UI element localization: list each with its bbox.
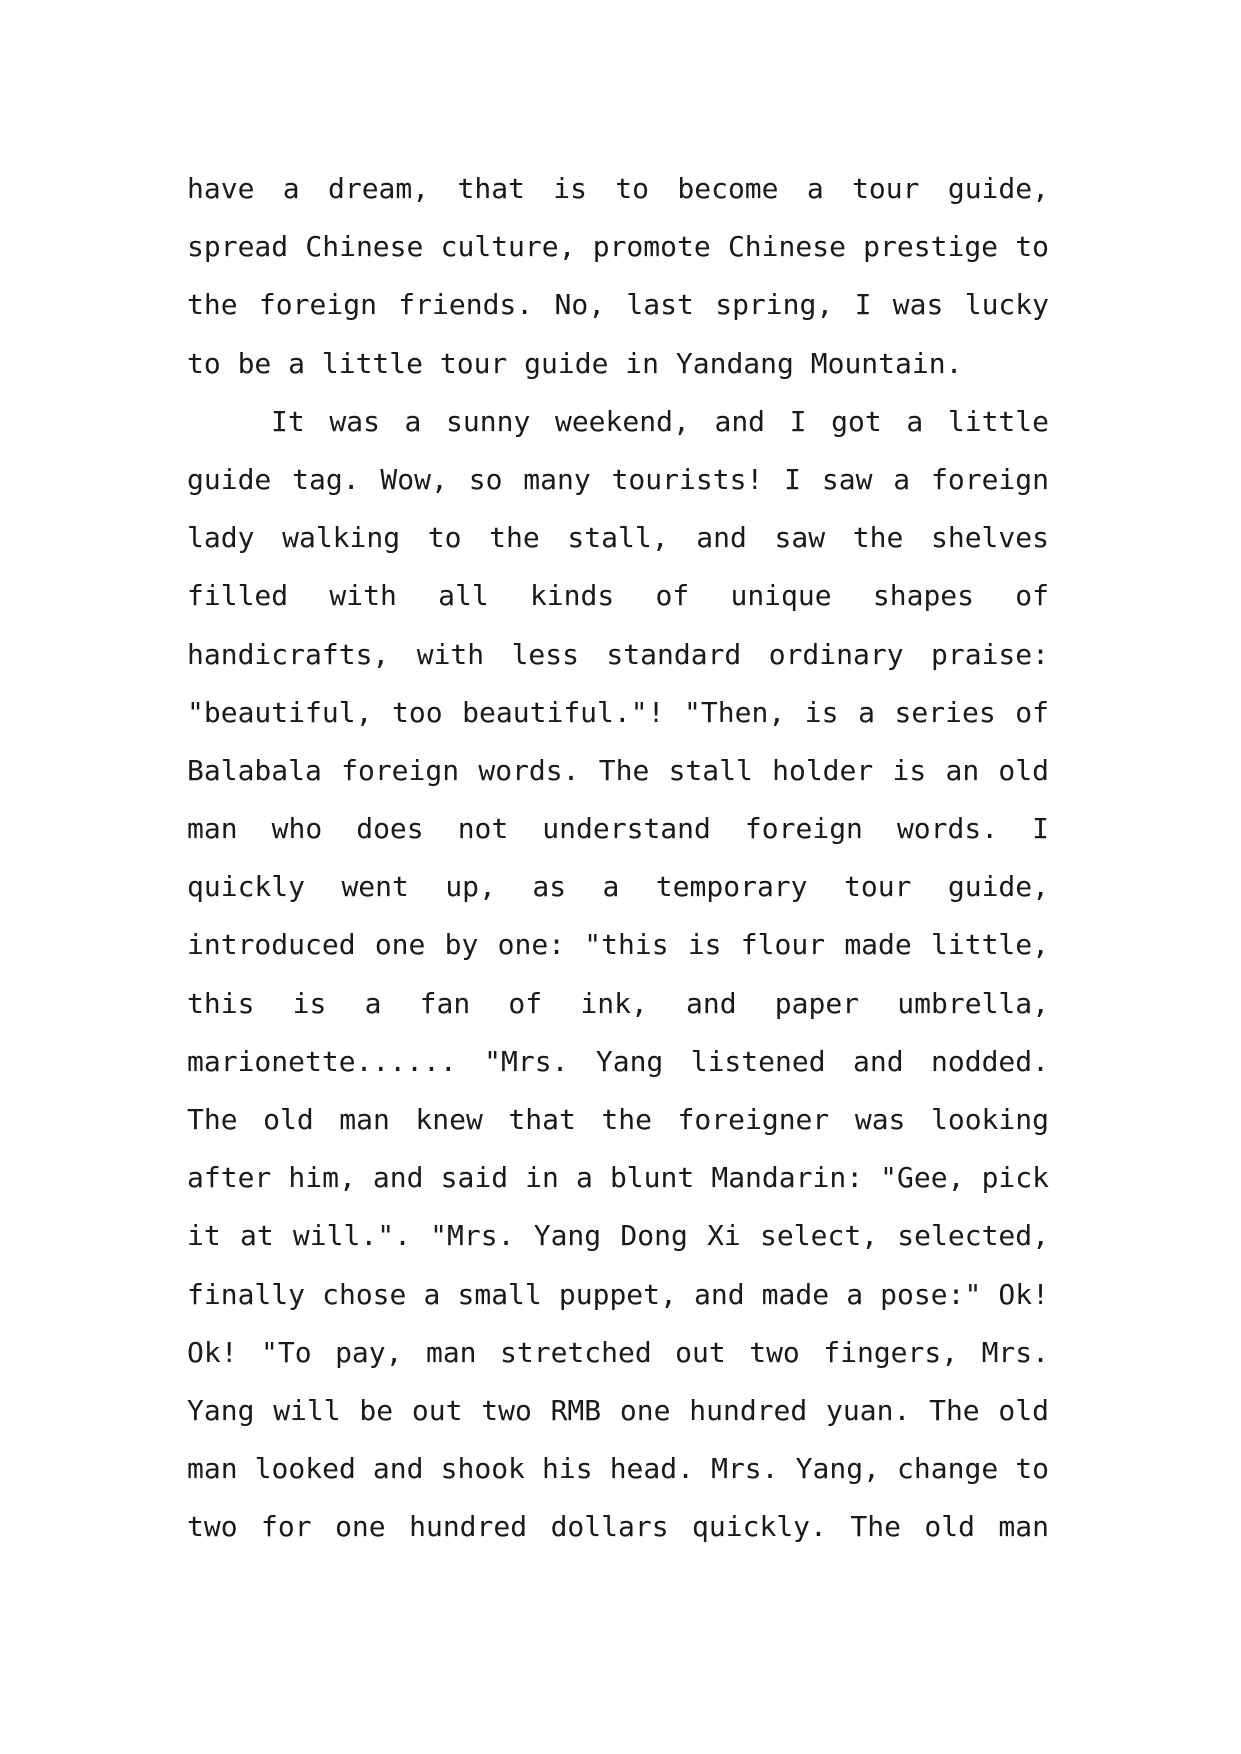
text-line: Balabala foreign words. The stall holder is an old	[187, 753, 1049, 787]
text-line: marionette...... "Mrs. Yang listened and nodded.	[187, 1044, 1049, 1078]
text-line: filled with all kinds of unique shapes of	[187, 579, 1049, 613]
text-line: The old man knew that the foreigner was looking	[187, 1103, 1049, 1136]
text-line: finally chose a small puppet, and made a pose:" Ok!	[187, 1277, 1049, 1311]
text-line: to be a little tour guide in Yandang Mountain.	[187, 346, 963, 380]
text-line: introduced one by one: "this is flour made little,	[187, 928, 1049, 962]
text-line: the foreign friends. No, last spring, I was lucky	[187, 288, 1049, 322]
text-line: guide tag. Wow, so many tourists! I saw a foreign	[187, 462, 1049, 496]
text-line: Yang will be out two RMB one hundred yuan. The old	[187, 1393, 1049, 1427]
text-line: quickly went up, as a temporary tour guide,	[187, 870, 1049, 904]
text-line: after him, and said in a blunt Mandarin: "Gee, pick	[187, 1161, 1049, 1195]
text-line: it at will.". "Mrs. Yang Dong Xi select, selected,	[187, 1219, 1049, 1253]
text-line: Ok! "To pay, man stretched out two fingers, Mrs.	[187, 1335, 1049, 1369]
text-line: handicrafts, with less standard ordinary praise:	[187, 637, 1049, 671]
text-line: this is a fan of ink, and paper umbrella,	[187, 986, 1049, 1020]
text-line: two for one hundred dollars quickly. The old man	[187, 1510, 1049, 1544]
paragraph-first-line: It was a sunny weekend, and I got a little	[271, 404, 1049, 438]
text-line: spread Chinese culture, promote Chinese prestige to	[187, 230, 1049, 264]
text-line: man who does not understand foreign words. I	[187, 812, 1049, 846]
text-line: have a dream, that is to become a tour guide,	[187, 172, 1049, 205]
text-line: man looked and shook his head. Mrs. Yang, change to	[187, 1452, 1049, 1486]
document-text	[187, 160, 1049, 1557]
text-line: lady walking to the stall, and saw the shelves	[187, 521, 1049, 555]
text-line: "beautiful, too beautiful."! "Then, is a series of	[187, 695, 1049, 729]
